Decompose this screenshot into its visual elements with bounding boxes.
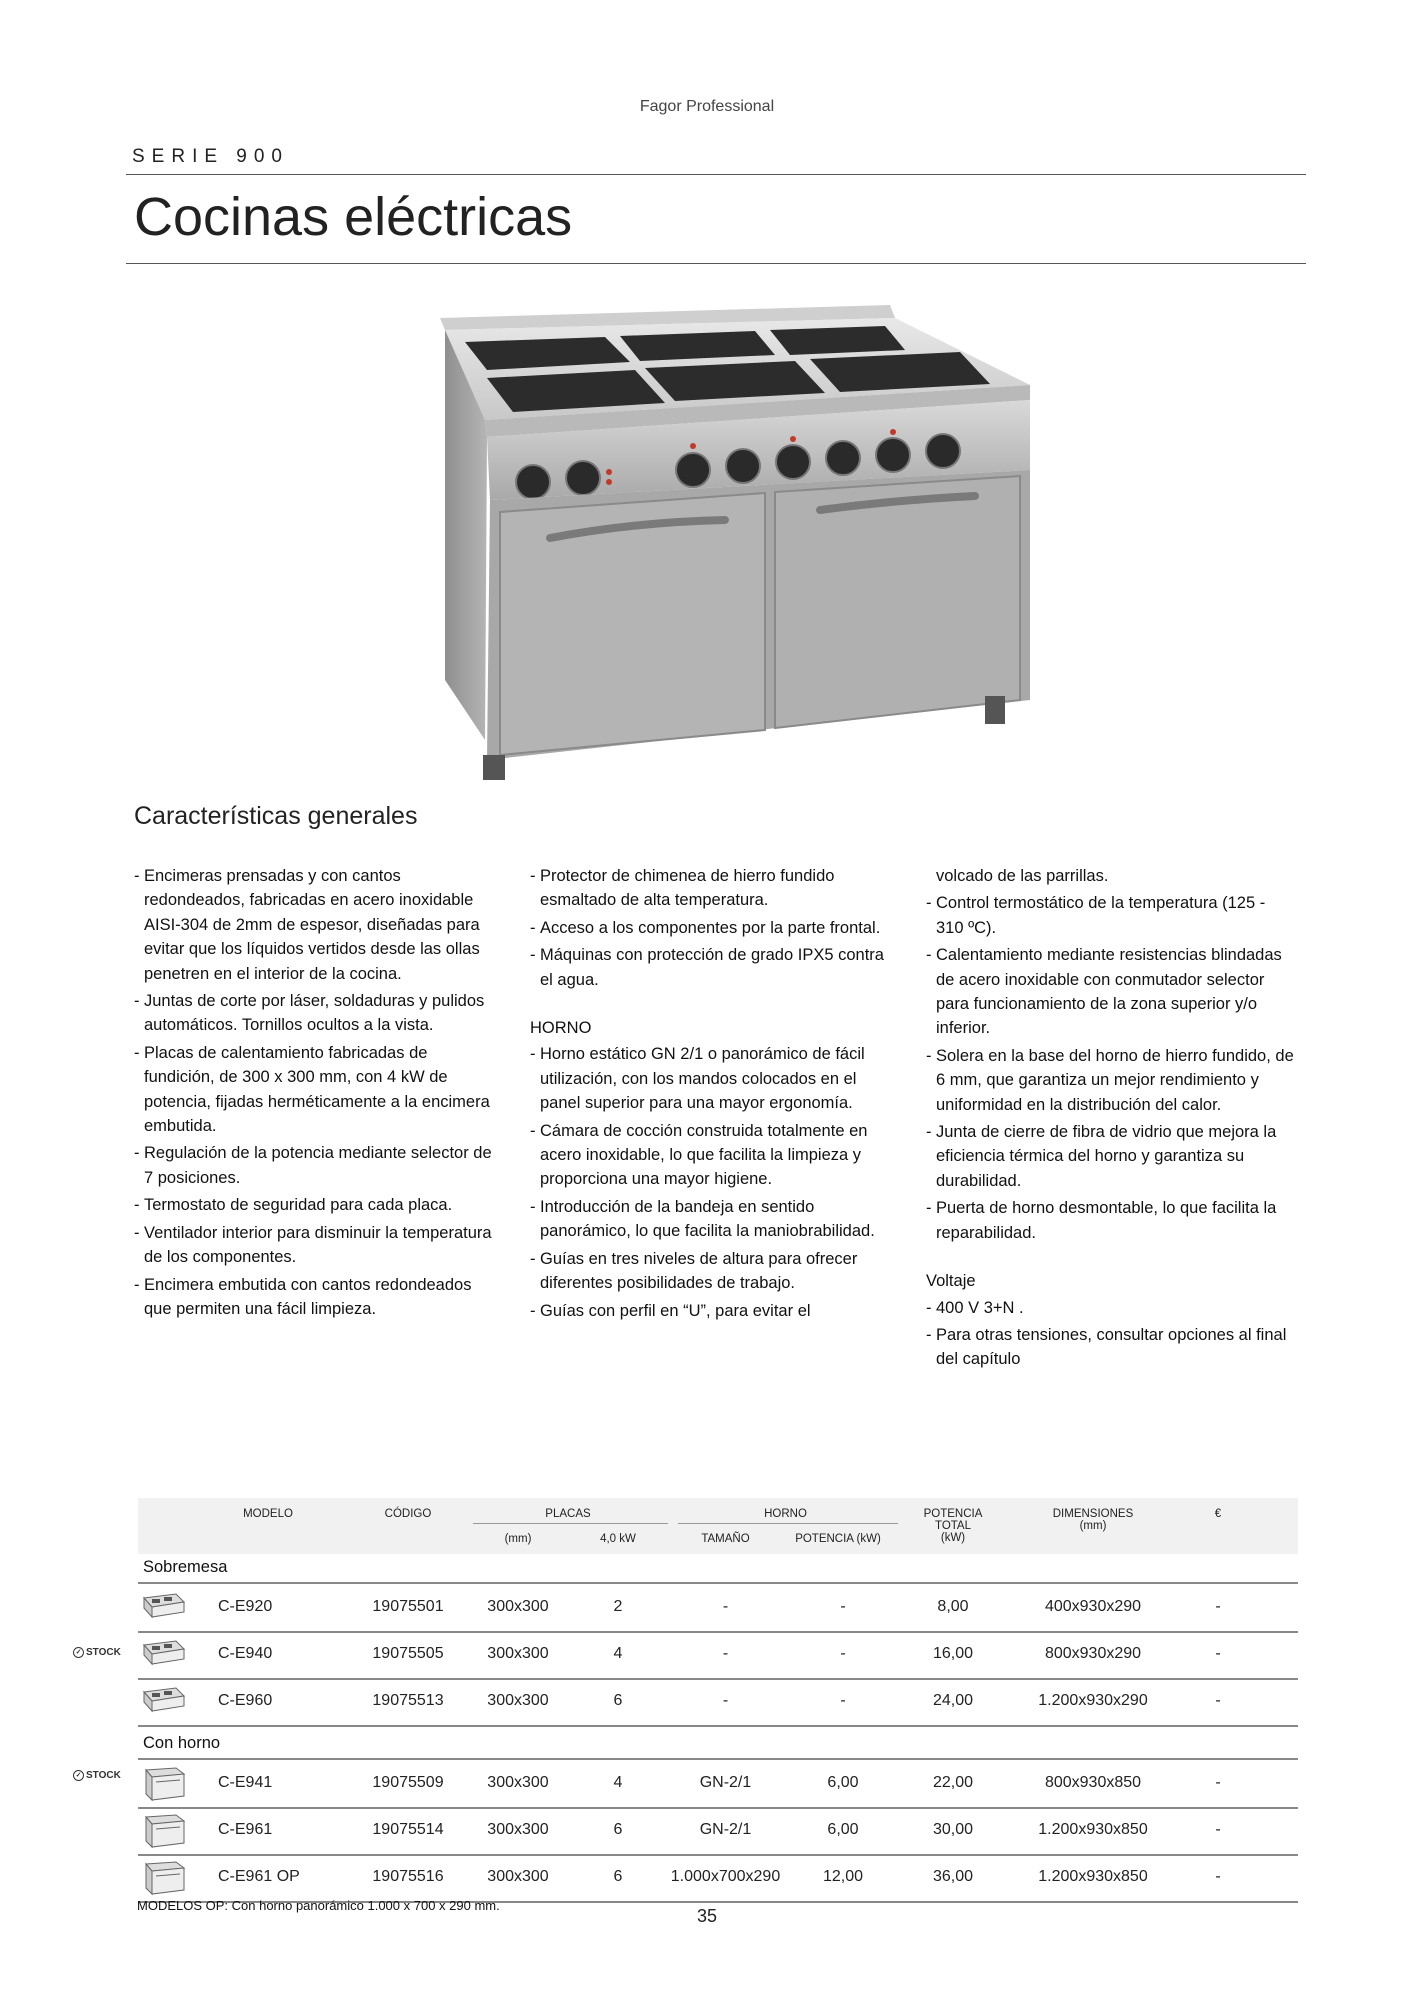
cell-codigo: 19075513 xyxy=(372,1692,444,1709)
stock-label: STOCK xyxy=(86,1647,121,1658)
page-number: 35 xyxy=(696,1906,718,1926)
cell-dim: 400x930x290 xyxy=(1044,1598,1142,1615)
cell-total: 16,00 xyxy=(932,1645,974,1662)
electric-range-product-image xyxy=(425,300,1045,780)
cell-dim: 800x930x850 xyxy=(1044,1774,1142,1791)
cell-modelo: C-E941 xyxy=(218,1774,273,1791)
brand-name: Fagor Professional xyxy=(639,98,775,115)
feature-item: - Placas de calentamiento fabricadas de fundición, de 300 x 300 mm, con 4 kW de potencia, fijadas herméticamente a la encimera embutida. xyxy=(134,1041,494,1139)
stock-badge xyxy=(73,1770,121,1781)
oven-feature-item: - Guías con perfil en “U”, para evitar el xyxy=(530,1299,890,1323)
cell-precio: - xyxy=(1215,1821,1221,1838)
oven-subheading: HORNO xyxy=(530,1019,592,1038)
header-horno-tamano: TAMAÑO xyxy=(701,1533,750,1545)
countertop-range-thumbnail xyxy=(138,1590,188,1626)
table-row xyxy=(138,1760,1298,1809)
cell-codigo: 19075509 xyxy=(372,1774,444,1791)
cell-placas: 4 xyxy=(613,1774,623,1791)
oven-feature-item: - Cámara de cocción construida totalmente en acero inoxidable, lo que facilita la limpieza y proporciona una mayor higiene. xyxy=(530,1119,890,1192)
continued-text: volcado de las parrillas. xyxy=(936,867,1109,885)
oven-feature-item: - Solera en la base del horno de hierro fundido, de 6 mm, que garantiza un mejor rendimiento y uniformidad en la distribución del calor. xyxy=(926,1044,1296,1117)
cell-precio: - xyxy=(1215,1598,1221,1615)
countertop-range-thumbnail xyxy=(138,1637,188,1673)
cell-potencia: 6,00 xyxy=(827,1821,859,1838)
cell-mm: 300x300 xyxy=(487,1868,549,1885)
cell-tamano: - xyxy=(722,1598,729,1615)
features-columns xyxy=(134,864,1294,1404)
cell-tamano: GN-2/1 xyxy=(699,1774,752,1791)
table-row xyxy=(138,1584,1298,1633)
header-potencia-line1: POTENCIA xyxy=(923,1508,983,1520)
feature-item: - Juntas de corte por láser, soldaduras y pulidos automáticos. Tornillos ocultos a la vista. xyxy=(134,989,494,1038)
cell-mm: 300x300 xyxy=(487,1645,549,1662)
features-column-2 xyxy=(530,864,890,1326)
feature-item: - Máquinas con protección de grado IPX5 contra el agua. xyxy=(530,943,890,992)
table-row xyxy=(138,1807,1298,1856)
table-row xyxy=(138,1678,1298,1727)
header-dimensiones-line2: (mm) xyxy=(1079,1520,1107,1532)
cell-mm: 300x300 xyxy=(487,1821,549,1838)
oven-feature-item: - Introducción de la bandeja en sentido panorámico, lo que facilita la maniobrabilidad. xyxy=(530,1195,890,1244)
feature-item: - Encimera embutida con cantos redondeados que permiten una fácil limpieza. xyxy=(134,1273,494,1322)
cell-placas: 2 xyxy=(613,1598,623,1615)
cell-precio: - xyxy=(1215,1868,1221,1885)
table-row xyxy=(138,1631,1298,1680)
cell-modelo: C-E960 xyxy=(218,1692,273,1709)
cell-tamano: GN-2/1 xyxy=(699,1821,752,1838)
cell-precio: - xyxy=(1215,1692,1221,1709)
cell-total: 8,00 xyxy=(937,1598,969,1615)
section-title: Características generales xyxy=(134,802,418,830)
cell-dim: 1.200x930x850 xyxy=(1038,1868,1148,1885)
cell-potencia: - xyxy=(840,1692,846,1709)
voltage-subheading: Voltaje xyxy=(926,1272,976,1291)
header-horno-potencia: POTENCIA (kW) xyxy=(795,1533,881,1545)
header-precio: € xyxy=(1214,1508,1222,1520)
cell-potencia: - xyxy=(840,1598,846,1615)
oven-feature-item: - Control termostático de la temperatura (125 - 310 ºC). xyxy=(926,891,1296,940)
table-header xyxy=(138,1498,1298,1554)
feature-item: - Acceso a los componentes por la parte frontal. xyxy=(530,916,890,940)
cell-mm: 300x300 xyxy=(487,1774,549,1791)
cell-dim: 800x930x290 xyxy=(1044,1645,1142,1662)
header-potencia-line3: (kW) xyxy=(940,1532,966,1544)
countertop-range-thumbnail xyxy=(138,1684,188,1720)
cell-placas: 6 xyxy=(613,1692,623,1709)
oven-feature-item: - Puerta de horno desmontable, lo que facilita la reparabilidad. xyxy=(926,1196,1296,1245)
cell-precio: - xyxy=(1215,1774,1221,1791)
range-with-oven-thumbnail xyxy=(138,1860,188,1896)
check-circle-icon: ✓ xyxy=(73,1770,84,1781)
top-divider xyxy=(126,174,1306,175)
cell-potencia: 12,00 xyxy=(822,1868,864,1885)
oven-feature-item: - Guías en tres niveles de altura para ofrecer diferentes posibilidades de trabajo. xyxy=(530,1247,890,1296)
cell-potencia: 6,00 xyxy=(827,1774,859,1791)
feature-item: - Encimeras prensadas y con cantos redondeados, fabricadas en acero inoxidable AISI-304 de 2mm de espesor, diseñadas para evitar que los líquidos vertidos desde las ollas penetren en el interior de la cocina. xyxy=(134,864,494,986)
header-placas-mm: (mm) xyxy=(504,1533,532,1545)
cell-tamano: - xyxy=(722,1692,729,1709)
oven-feature-item: - Junta de cierre de fibra de vidrio que mejora la eficiencia térmica del horno y garantiza su durabilidad. xyxy=(926,1120,1296,1193)
cell-precio: - xyxy=(1215,1645,1221,1662)
header-dimensiones xyxy=(1018,1508,1168,1532)
header-horno: HORNO xyxy=(764,1508,807,1520)
cell-placas: 4 xyxy=(613,1645,623,1662)
feature-item: - Ventilador interior para disminuir la temperatura de los componentes. xyxy=(134,1221,494,1270)
cell-modelo: C-E961 OP xyxy=(218,1868,300,1885)
cell-tamano: 1.000x700x290 xyxy=(670,1868,781,1885)
cell-tamano: - xyxy=(722,1645,729,1662)
group-label-con-horno: Con horno xyxy=(143,1734,221,1752)
voltage-item: - Para otras tensiones, consultar opciones al final del capítulo xyxy=(926,1323,1296,1372)
header-placas-kw: 4,0 kW xyxy=(600,1533,636,1545)
stock-badge xyxy=(73,1647,121,1658)
check-circle-icon: ✓ xyxy=(73,1647,84,1658)
cell-dim: 1.200x930x850 xyxy=(1038,1821,1148,1838)
page-title: Cocinas eléctricas xyxy=(134,187,573,247)
header-dimensiones-line1: DIMENSIONES xyxy=(1052,1508,1134,1520)
series-label: SERIE 900 xyxy=(132,146,289,167)
cell-total: 24,00 xyxy=(932,1692,974,1709)
voltage-item: - 400 V 3+N . xyxy=(926,1296,1296,1320)
header-placas: PLACAS xyxy=(545,1508,591,1520)
cell-placas: 6 xyxy=(613,1821,623,1838)
footnote: MODELOS OP: Con horno panorámico 1.000 x 700 x 290 mm. xyxy=(137,1898,500,1913)
header-modelo: MODELO xyxy=(243,1508,293,1520)
range-with-oven-thumbnail xyxy=(138,1766,188,1802)
range-with-oven-thumbnail xyxy=(138,1813,188,1849)
stock-label: STOCK xyxy=(86,1770,121,1781)
placas-divider xyxy=(473,1523,668,1524)
cell-dim: 1.200x930x290 xyxy=(1038,1692,1148,1709)
cell-codigo: 19075505 xyxy=(372,1645,444,1662)
feature-item: - Termostato de seguridad para cada placa. xyxy=(134,1193,494,1217)
title-divider xyxy=(126,263,1306,264)
header-codigo: CÓDIGO xyxy=(384,1508,432,1520)
cell-codigo: 19075501 xyxy=(372,1598,444,1615)
cell-potencia: - xyxy=(840,1645,846,1662)
features-column-1 xyxy=(134,864,494,1324)
cell-total: 36,00 xyxy=(932,1868,974,1885)
header-potencia-total xyxy=(903,1508,1003,1544)
cell-modelo: C-E920 xyxy=(218,1598,273,1615)
header-potencia-line2: TOTAL xyxy=(935,1520,971,1532)
cell-mm: 300x300 xyxy=(487,1598,549,1615)
cell-modelo: C-E961 xyxy=(218,1821,273,1838)
cell-codigo: 19075516 xyxy=(372,1868,444,1885)
oven-feature-item: - Calentamiento mediante resistencias blindadas de acero inoxidable con conmutador selector para funcionamiento de la zona superior y/o inferior. xyxy=(926,943,1296,1041)
oven-feature-item: - Horno estático GN 2/1 o panorámico de fácil utilización, con los mandos colocados en el panel superior para una mayor ergonomía. xyxy=(530,1042,890,1115)
horno-divider xyxy=(678,1523,898,1524)
cell-modelo: C-E940 xyxy=(218,1645,273,1662)
cell-total: 22,00 xyxy=(932,1774,974,1791)
feature-item: - Regulación de la potencia mediante selector de 7 posiciones. xyxy=(134,1141,494,1190)
features-column-3 xyxy=(926,864,1296,1375)
cell-placas: 6 xyxy=(613,1868,623,1885)
group-label-sobremesa: Sobremesa xyxy=(143,1558,228,1576)
cell-total: 30,00 xyxy=(932,1821,974,1838)
cell-mm: 300x300 xyxy=(487,1692,549,1709)
feature-item: - Protector de chimenea de hierro fundido esmaltado de alta temperatura. xyxy=(530,864,890,913)
cell-codigo: 19075514 xyxy=(372,1821,444,1838)
table-row xyxy=(138,1854,1298,1903)
